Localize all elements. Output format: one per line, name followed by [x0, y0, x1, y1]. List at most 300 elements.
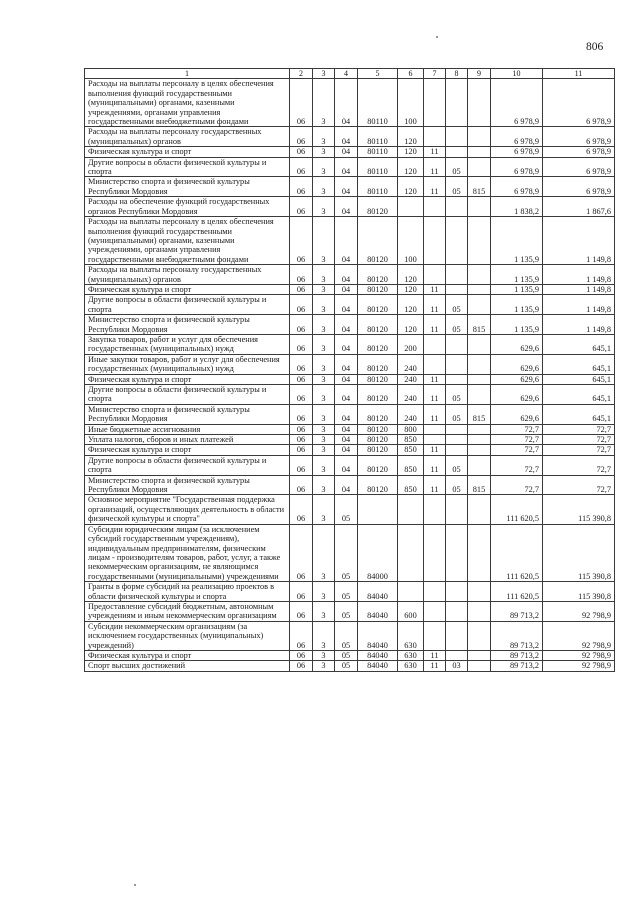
row-name-cell: Основное мероприятие "Государственная поддержка организаций, осуществляющих деятельность в области физической культуры и спорта"	[85, 495, 290, 524]
code-cell: 06	[290, 334, 313, 354]
code-cell: 04	[335, 265, 358, 285]
code-cell: 120	[398, 177, 424, 197]
code-cell: 80110	[358, 127, 398, 147]
amount-cell: 6 978,9	[491, 147, 543, 157]
code-cell: 3	[313, 455, 335, 475]
code-cell: 05	[446, 177, 468, 197]
code-cell	[468, 495, 491, 524]
code-cell: 80110	[358, 147, 398, 157]
code-cell	[468, 79, 491, 127]
code-cell	[468, 147, 491, 157]
code-cell	[468, 197, 491, 217]
column-header: 2	[290, 69, 313, 79]
code-cell: 84040	[358, 661, 398, 671]
code-cell	[446, 217, 468, 265]
row-name-cell: Иные закупки товаров, работ и услуг для обеспечения государственных (муниципальных) нужд	[85, 354, 290, 374]
code-cell	[468, 157, 491, 177]
column-header: 10	[491, 69, 543, 79]
code-cell: 240	[398, 374, 424, 384]
code-cell: 06	[290, 495, 313, 524]
amount-cell: 645,1	[543, 354, 615, 374]
table-row	[85, 435, 615, 445]
code-cell: 80120	[358, 197, 398, 217]
code-cell	[398, 524, 424, 581]
table-row	[85, 455, 615, 475]
code-cell: 80120	[358, 424, 398, 434]
code-cell: 05	[335, 582, 358, 602]
scan-speck	[436, 36, 438, 38]
code-cell: 11	[424, 404, 446, 424]
amount-cell: 6 978,9	[543, 147, 615, 157]
code-cell	[468, 661, 491, 671]
code-cell: 80120	[358, 455, 398, 475]
code-cell: 06	[290, 265, 313, 285]
code-cell	[424, 79, 446, 127]
code-cell: 3	[313, 79, 335, 127]
table-row	[85, 127, 615, 147]
code-cell: 80120	[358, 334, 398, 354]
code-cell: 3	[313, 601, 335, 621]
scan-speck	[134, 884, 136, 886]
code-cell	[468, 445, 491, 455]
table-row	[85, 197, 615, 217]
column-header: 1	[85, 69, 290, 79]
code-cell: 05	[335, 661, 358, 671]
row-name-cell: Физическая культура и спорт	[85, 147, 290, 157]
code-cell: 06	[290, 424, 313, 434]
code-cell	[424, 601, 446, 621]
row-name-cell: Министерство спорта и физической культуры Республики Мордовия	[85, 475, 290, 495]
code-cell	[424, 265, 446, 285]
table-row	[85, 475, 615, 495]
code-cell	[424, 621, 446, 650]
code-cell: 3	[313, 177, 335, 197]
table-row	[85, 334, 615, 354]
amount-cell: 1 838,2	[491, 197, 543, 217]
code-cell	[446, 445, 468, 455]
code-cell: 3	[313, 295, 335, 315]
row-name-cell: Гранты в форме субсидий на реализацию проектов в области физической культуры и спорта	[85, 582, 290, 602]
code-cell: 3	[313, 582, 335, 602]
column-header: 11	[543, 69, 615, 79]
code-cell: 3	[313, 147, 335, 157]
row-name-cell: Закупка товаров, работ и услуг для обеспечения государственных (муниципальных) нужд	[85, 334, 290, 354]
code-cell: 3	[313, 404, 335, 424]
code-cell: 3	[313, 524, 335, 581]
code-cell: 04	[335, 424, 358, 434]
row-name-cell: Иные бюджетные ассигнования	[85, 424, 290, 434]
code-cell: 11	[424, 475, 446, 495]
code-cell	[468, 217, 491, 265]
code-cell: 04	[335, 177, 358, 197]
row-name-cell: Расходы на обеспечение функций государственных органов Республики Мордовия	[85, 197, 290, 217]
column-header: 8	[446, 69, 468, 79]
code-cell: 11	[424, 385, 446, 405]
row-name-cell: Физическая культура и спорт	[85, 445, 290, 455]
table-row	[85, 354, 615, 374]
code-cell	[446, 524, 468, 581]
code-cell: 06	[290, 197, 313, 217]
code-cell: 05	[335, 495, 358, 524]
amount-cell: 645,1	[543, 374, 615, 384]
row-name-cell: Субсидии некоммерческим организациям (за исключением государственных (муниципальных) учреждений)	[85, 621, 290, 650]
amount-cell: 6 978,9	[491, 127, 543, 147]
code-cell: 3	[313, 197, 335, 217]
amount-cell: 89 713,2	[491, 650, 543, 660]
code-cell: 05	[446, 295, 468, 315]
code-cell: 05	[446, 157, 468, 177]
code-cell: 06	[290, 295, 313, 315]
amount-cell: 72,7	[491, 445, 543, 455]
code-cell: 80120	[358, 435, 398, 445]
code-cell	[446, 582, 468, 602]
row-name-cell: Министерство спорта и физической культуры Республики Мордовия	[85, 177, 290, 197]
amount-cell: 6 978,9	[491, 177, 543, 197]
amount-cell: 92 798,9	[543, 661, 615, 671]
code-cell	[424, 197, 446, 217]
code-cell: 04	[335, 455, 358, 475]
code-cell: 120	[398, 315, 424, 335]
code-cell: 630	[398, 621, 424, 650]
code-cell: 04	[335, 284, 358, 294]
row-name-cell: Физическая культура и спорт	[85, 650, 290, 660]
amount-cell: 115 390,8	[543, 582, 615, 602]
column-header: 3	[313, 69, 335, 79]
amount-cell: 72,7	[491, 424, 543, 434]
code-cell: 06	[290, 284, 313, 294]
code-cell: 06	[290, 404, 313, 424]
amount-cell: 1 135,9	[491, 284, 543, 294]
code-cell: 80110	[358, 157, 398, 177]
amount-cell: 629,6	[491, 385, 543, 405]
code-cell: 05	[446, 455, 468, 475]
code-cell	[468, 424, 491, 434]
code-cell: 04	[335, 127, 358, 147]
code-cell: 05	[446, 475, 468, 495]
code-cell: 11	[424, 374, 446, 384]
code-cell: 3	[313, 445, 335, 455]
code-cell: 3	[313, 217, 335, 265]
code-cell	[446, 650, 468, 660]
code-cell: 800	[398, 424, 424, 434]
code-cell	[468, 435, 491, 445]
budget-table	[84, 68, 615, 672]
code-cell: 11	[424, 315, 446, 335]
column-header: 7	[424, 69, 446, 79]
table-row	[85, 315, 615, 335]
row-name-cell: Субсидии юридическим лицам (за исключением субсидий государственным учреждениям), индивидуальным предпринимателям, физическим лицам - производителям товаров, работ, услуг, а также некоммерческим организациям, не являющимся государственными (муниципальными) учреждениями	[85, 524, 290, 581]
code-cell: 11	[424, 455, 446, 475]
code-cell	[468, 385, 491, 405]
code-cell	[468, 582, 491, 602]
code-cell	[468, 455, 491, 475]
code-cell: 80120	[358, 217, 398, 265]
code-cell	[424, 582, 446, 602]
code-cell: 04	[335, 147, 358, 157]
row-name-cell: Министерство спорта и физической культуры Республики Мордовия	[85, 404, 290, 424]
amount-cell: 89 713,2	[491, 661, 543, 671]
code-cell: 3	[313, 354, 335, 374]
code-cell	[468, 265, 491, 285]
code-cell: 11	[424, 295, 446, 315]
code-cell: 80120	[358, 445, 398, 455]
amount-cell: 6 978,9	[491, 79, 543, 127]
code-cell: 06	[290, 217, 313, 265]
code-cell: 80120	[358, 295, 398, 315]
table-row	[85, 621, 615, 650]
code-cell	[446, 284, 468, 294]
amount-cell: 1 149,8	[543, 315, 615, 335]
column-header: 4	[335, 69, 358, 79]
code-cell: 05	[335, 601, 358, 621]
table-row	[85, 157, 615, 177]
amount-cell: 72,7	[543, 455, 615, 475]
code-cell: 3	[313, 435, 335, 445]
code-cell	[446, 147, 468, 157]
code-cell: 06	[290, 475, 313, 495]
table-row	[85, 295, 615, 315]
amount-cell: 111 620,5	[491, 582, 543, 602]
code-cell: 06	[290, 374, 313, 384]
code-cell: 06	[290, 435, 313, 445]
table-row	[85, 582, 615, 602]
code-cell: 600	[398, 601, 424, 621]
code-cell: 80120	[358, 374, 398, 384]
code-cell: 200	[398, 334, 424, 354]
amount-cell: 72,7	[543, 435, 615, 445]
code-cell: 04	[335, 445, 358, 455]
code-cell: 850	[398, 455, 424, 475]
code-cell	[424, 127, 446, 147]
code-cell	[468, 127, 491, 147]
code-cell: 3	[313, 424, 335, 434]
row-name-cell: Предоставление субсидий бюджетным, автономным учреждениям и иным некоммерческим организациям	[85, 601, 290, 621]
code-cell: 04	[335, 374, 358, 384]
amount-cell: 72,7	[543, 445, 615, 455]
code-cell: 850	[398, 475, 424, 495]
amount-cell: 72,7	[491, 435, 543, 445]
amount-cell: 645,1	[543, 334, 615, 354]
code-cell	[424, 424, 446, 434]
amount-cell: 72,7	[491, 475, 543, 495]
code-cell: 06	[290, 661, 313, 671]
code-cell: 06	[290, 354, 313, 374]
code-cell: 80110	[358, 177, 398, 197]
code-cell: 06	[290, 157, 313, 177]
amount-cell: 89 713,2	[491, 601, 543, 621]
code-cell: 06	[290, 147, 313, 157]
code-cell: 06	[290, 582, 313, 602]
code-cell: 850	[398, 445, 424, 455]
amount-cell: 115 390,8	[543, 495, 615, 524]
column-header: 5	[358, 69, 398, 79]
code-cell: 80120	[358, 284, 398, 294]
row-name-cell: Расходы на выплаты персоналу государственных (муниципальных) органов	[85, 265, 290, 285]
table-row	[85, 147, 615, 157]
row-name-cell: Спорт высших достижений	[85, 661, 290, 671]
amount-cell: 115 390,8	[543, 524, 615, 581]
table-row	[85, 284, 615, 294]
code-cell: 120	[398, 284, 424, 294]
code-cell	[446, 374, 468, 384]
code-cell: 815	[468, 404, 491, 424]
amount-cell: 89 713,2	[491, 621, 543, 650]
code-cell: 06	[290, 621, 313, 650]
code-cell: 84040	[358, 650, 398, 660]
code-cell: 3	[313, 650, 335, 660]
table-row	[85, 601, 615, 621]
row-name-cell: Физическая культура и спорт	[85, 374, 290, 384]
row-name-cell: Расходы на выплаты персоналу в целях обеспечения выполнения функций государственными (муниципальными) органами, казенными учреждениями, органами управления государственными внебюджетными фондами	[85, 217, 290, 265]
row-name-cell: Другие вопросы в области физической культуры и спорта	[85, 455, 290, 475]
table-row	[85, 650, 615, 660]
code-cell	[446, 621, 468, 650]
row-name-cell: Министерство спорта и физической культуры Республики Мордовия	[85, 315, 290, 335]
code-cell: 04	[335, 354, 358, 374]
code-cell: 11	[424, 284, 446, 294]
code-cell: 04	[335, 435, 358, 445]
amount-cell: 629,6	[491, 374, 543, 384]
code-cell: 11	[424, 661, 446, 671]
code-cell: 04	[335, 404, 358, 424]
amount-cell: 629,6	[491, 334, 543, 354]
amount-cell: 72,7	[543, 475, 615, 495]
code-cell: 3	[313, 334, 335, 354]
code-cell: 80120	[358, 475, 398, 495]
code-cell: 100	[398, 217, 424, 265]
code-cell: 100	[398, 79, 424, 127]
page-number: 806	[586, 41, 604, 53]
column-header: 6	[398, 69, 424, 79]
code-cell	[446, 435, 468, 445]
code-cell: 3	[313, 374, 335, 384]
table-row	[85, 524, 615, 581]
code-cell	[398, 582, 424, 602]
code-cell: 120	[398, 147, 424, 157]
code-cell	[446, 334, 468, 354]
table-row	[85, 404, 615, 424]
amount-cell: 629,6	[491, 354, 543, 374]
amount-cell: 645,1	[543, 385, 615, 405]
code-cell: 11	[424, 650, 446, 660]
amount-cell: 92 798,9	[543, 650, 615, 660]
code-cell	[446, 495, 468, 524]
code-cell: 04	[335, 385, 358, 405]
code-cell: 04	[335, 197, 358, 217]
amount-cell: 1 135,9	[491, 217, 543, 265]
row-name-cell: Расходы на выплаты персоналу государственных (муниципальных) органов	[85, 127, 290, 147]
table-row	[85, 424, 615, 434]
amount-cell: 645,1	[543, 404, 615, 424]
code-cell: 11	[424, 177, 446, 197]
table-row	[85, 374, 615, 384]
amount-cell: 1 135,9	[491, 265, 543, 285]
amount-cell: 6 978,9	[543, 177, 615, 197]
code-cell	[424, 354, 446, 374]
code-cell: 06	[290, 315, 313, 335]
code-cell	[468, 601, 491, 621]
code-cell	[424, 435, 446, 445]
code-cell: 80120	[358, 354, 398, 374]
code-cell: 84000	[358, 524, 398, 581]
code-cell: 04	[335, 295, 358, 315]
row-name-cell: Другие вопросы в области физической культуры и спорта	[85, 385, 290, 405]
code-cell: 630	[398, 650, 424, 660]
code-cell: 11	[424, 157, 446, 177]
code-cell: 84040	[358, 582, 398, 602]
code-cell: 06	[290, 385, 313, 405]
amount-cell: 111 620,5	[491, 495, 543, 524]
code-cell: 06	[290, 177, 313, 197]
amount-cell: 1 149,8	[543, 217, 615, 265]
table-row	[85, 661, 615, 671]
code-cell: 3	[313, 495, 335, 524]
code-cell	[446, 601, 468, 621]
code-cell: 05	[335, 650, 358, 660]
code-cell: 80120	[358, 404, 398, 424]
code-cell: 3	[313, 661, 335, 671]
code-cell: 120	[398, 265, 424, 285]
code-cell: 3	[313, 157, 335, 177]
code-cell: 04	[335, 334, 358, 354]
code-cell: 03	[446, 661, 468, 671]
code-cell: 04	[335, 217, 358, 265]
code-cell: 84040	[358, 621, 398, 650]
code-cell: 06	[290, 445, 313, 455]
table-row	[85, 217, 615, 265]
code-cell: 06	[290, 524, 313, 581]
table-row	[85, 177, 615, 197]
code-cell: 80120	[358, 315, 398, 335]
code-cell: 120	[398, 295, 424, 315]
amount-cell: 1 149,8	[543, 295, 615, 315]
code-cell: 06	[290, 455, 313, 475]
table-row	[85, 445, 615, 455]
code-cell	[468, 374, 491, 384]
code-cell	[468, 284, 491, 294]
amount-cell: 92 798,9	[543, 601, 615, 621]
amount-cell: 1 135,9	[491, 315, 543, 335]
code-cell	[446, 424, 468, 434]
code-cell: 120	[398, 127, 424, 147]
code-cell: 05	[335, 524, 358, 581]
code-cell	[468, 295, 491, 315]
code-cell: 04	[335, 157, 358, 177]
code-cell: 240	[398, 354, 424, 374]
column-header: 9	[468, 69, 491, 79]
table-row	[85, 265, 615, 285]
code-cell: 06	[290, 650, 313, 660]
code-cell: 04	[335, 475, 358, 495]
code-cell	[468, 650, 491, 660]
amount-cell: 1 149,8	[543, 265, 615, 285]
amount-cell: 6 978,9	[543, 127, 615, 147]
table-row	[85, 385, 615, 405]
row-name-cell: Другие вопросы в области физической культуры и спорта	[85, 157, 290, 177]
code-cell	[446, 197, 468, 217]
code-cell: 3	[313, 475, 335, 495]
code-cell: 3	[313, 315, 335, 335]
code-cell: 80120	[358, 265, 398, 285]
amount-cell: 629,6	[491, 404, 543, 424]
code-cell: 850	[398, 435, 424, 445]
code-cell	[358, 495, 398, 524]
code-cell: 11	[424, 445, 446, 455]
amount-cell: 1 149,8	[543, 284, 615, 294]
code-cell	[468, 524, 491, 581]
table-row	[85, 495, 615, 524]
code-cell: 06	[290, 79, 313, 127]
